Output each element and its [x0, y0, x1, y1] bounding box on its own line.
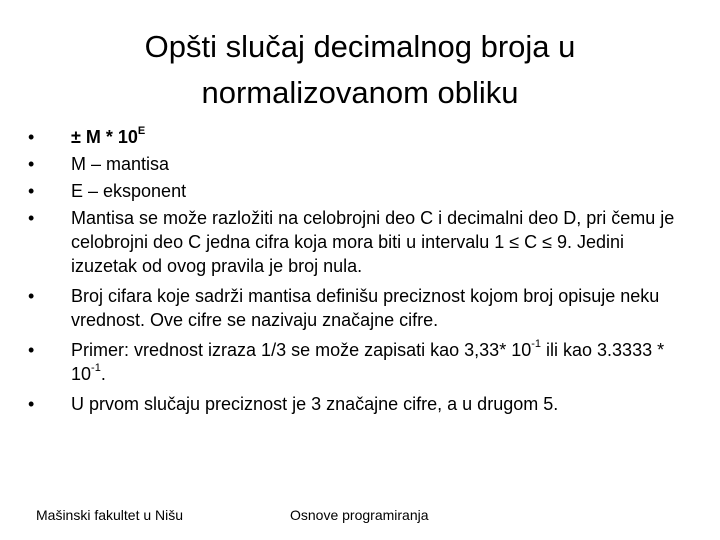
bullet-dot-icon: • [28, 154, 35, 174]
bullet-text: U prvom slučaju preciznost je 3 značajne cifre, a u drugom 5. [71, 394, 559, 414]
bullet-primer [28, 338, 688, 386]
bullet-mantisa [28, 152, 688, 176]
bullet-list [28, 125, 688, 422]
bullet-eksponent [28, 179, 688, 203]
bullet-text: M – mantisa [71, 154, 170, 174]
footer-course: Osnove programiranja [290, 507, 429, 523]
bullet-mantisa-explanation [28, 206, 688, 278]
bullet-dot-icon: • [28, 340, 35, 360]
primer-exponent-2: -1 [91, 362, 101, 374]
bullet-dot-icon: • [28, 394, 35, 414]
primer-part-3: . [100, 364, 106, 384]
bullet-dot-icon: • [28, 208, 35, 228]
primer-exponent-1: -1 [531, 338, 542, 350]
formula-base: ± M * 10 [71, 127, 138, 147]
bullet-text [71, 340, 664, 384]
bullet-text: Broj cifara koje sadrži mantisa definišu preciznost kojom broj opisuje neku vrednost. Ove cifre se nazivaju značajne cifre. [71, 286, 660, 330]
bullet-text: Mantisa se može razložiti na celobrojni deo C i decimalni deo D, pri čemu je celobrojni deo C jedna cifra koja mora biti u intervalu 1 ≤ C ≤ 9. Jedini izuzetak od ovog pravila je broj nula. [71, 208, 675, 276]
primer-part-2: ili kao 3.3333 * 10 [71, 340, 665, 384]
formula-exponent: E [137, 125, 146, 137]
primer-part-1: Primer: vrednost izraza 1/3 se može zapisati kao 3,33* 10 [71, 340, 532, 360]
slide-title: Opšti slučaj decimalnog broja u normalizovanom obliku [144, 29, 576, 110]
bullet-zakljucak [28, 392, 688, 416]
bullet-dot-icon: • [28, 127, 35, 147]
bullet-preciznost [28, 284, 688, 332]
footer-institution: Mašinski fakultet u Nišu [36, 507, 184, 523]
bullet-dot-icon: • [28, 181, 35, 201]
bullet-dot-icon: • [28, 286, 35, 306]
bullet-text: E – eksponent [71, 181, 187, 201]
bullet-formula [28, 125, 688, 149]
formula-text [71, 127, 145, 147]
